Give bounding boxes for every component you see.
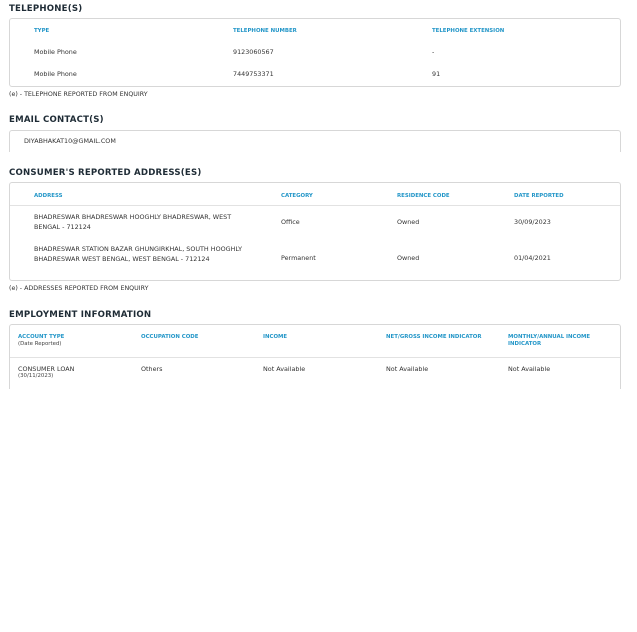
col-date-reported: DATE REPORTED	[514, 193, 564, 199]
employment-heading: EMPLOYMENT INFORMATION	[9, 310, 152, 320]
header-divider	[10, 205, 620, 206]
account-date-value: (30/11/2023)	[18, 373, 54, 379]
email-heading: EMAIL CONTACT(S)	[9, 115, 104, 125]
header-divider	[10, 357, 620, 358]
address-category: Office	[281, 218, 300, 226]
address-category: Permanent	[281, 254, 316, 262]
telephones-note: (e) - TELEPHONE REPORTED FROM ENQUIRY	[9, 91, 148, 98]
address-residence-code: Owned	[397, 218, 420, 226]
col-telephone-number: TELEPHONE NUMBER	[233, 28, 297, 34]
col-net-gross-income: NET/GROSS INCOME INDICATOR	[386, 334, 482, 340]
employment-account-type	[18, 365, 74, 380]
col-monthly-annual-income: MONTHLY/ANNUAL INCOME INDICATOR	[508, 334, 591, 347]
address-date: 01/04/2021	[514, 254, 551, 262]
col-income: INCOME	[263, 334, 288, 340]
employment-table	[9, 324, 621, 389]
col-category: CATEGORY	[281, 193, 313, 199]
addresses-note: (e) - ADDRESSES REPORTED FROM ENQUIRY	[9, 285, 149, 292]
col-account-type-label: ACCOUNT TYPE	[18, 334, 65, 340]
email-box	[9, 130, 621, 152]
phone-type: Mobile Phone	[34, 70, 77, 78]
col-date-reported-sub: (Date Reported)	[18, 340, 62, 347]
address-text: BHADRESWAR BHADRESWAR HOOGHLY BHADRESWAR, WEST BENGAL - 712124	[34, 213, 232, 231]
col-telephone-extension: TELEPHONE EXTENSION	[432, 28, 505, 34]
col-address: ADDRESS	[34, 193, 63, 199]
phone-number: 7449753371	[233, 70, 274, 78]
telephones-table	[9, 18, 621, 87]
address-residence-code: Owned	[397, 254, 420, 262]
employment-monthly-annual: Not Available	[508, 365, 551, 373]
employment-occupation: Others	[141, 365, 163, 373]
addresses-table	[9, 182, 621, 281]
col-occupation-code: OCCUPATION CODE	[141, 334, 199, 340]
telephones-heading: TELEPHONE(S)	[9, 4, 83, 14]
col-account-type	[18, 334, 64, 348]
col-residence-code: RESIDENCE CODE	[397, 193, 450, 199]
col-type: TYPE	[34, 28, 50, 34]
phone-extension: -	[432, 48, 435, 56]
address-text: BHADRESWAR STATION BAZAR GHUNGIRKHAL, SOUTH HOOGHLY BHADRESWAR WEST BENGAL, WEST BENGAL - 712124	[34, 245, 243, 263]
employment-income: Not Available	[263, 365, 306, 373]
employment-net-gross: Not Available	[386, 365, 429, 373]
email-value: DIYABHAKAT10@GMAIL.COM	[24, 137, 116, 145]
phone-type: Mobile Phone	[34, 48, 77, 56]
account-type-value: CONSUMER LOAN	[18, 365, 75, 373]
address-date: 30/09/2023	[514, 218, 551, 226]
phone-extension: 91	[432, 70, 441, 78]
addresses-heading: CONSUMER'S REPORTED ADDRESS(ES)	[9, 168, 202, 178]
phone-number: 9123060567	[233, 48, 274, 56]
